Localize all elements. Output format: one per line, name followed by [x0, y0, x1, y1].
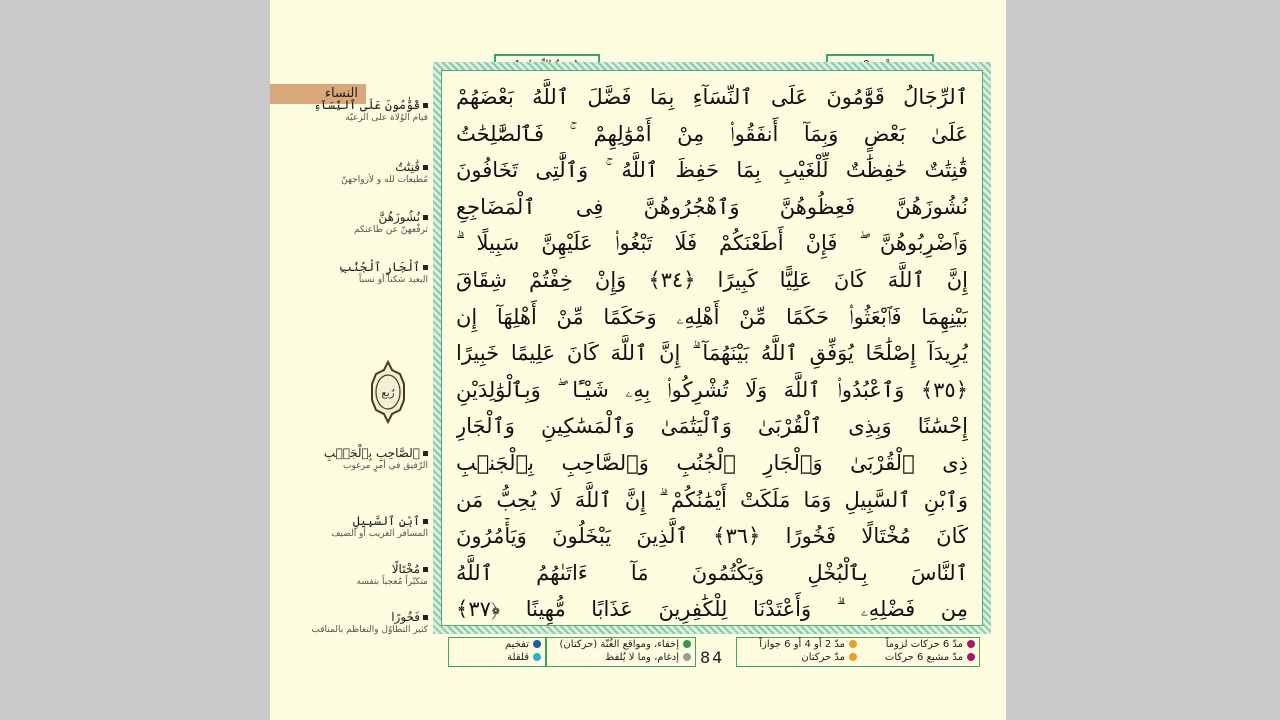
gloss-def: المسافر الغريب أو الضيف	[331, 529, 428, 539]
legend-label: مدّ 6 حركات لزوماً	[885, 639, 963, 650]
bullet-icon	[423, 451, 428, 456]
text-line: عَلَىٰ بَعْضٍ وَبِمَآ أَنفَقُوا۟ مِنْ أَمْوَٰلِهِمْ ۚ فَٱلصَّٰلِحَٰتُ	[456, 121, 968, 146]
text-line: إِنَّ ٱللَّهَ كَانَ عَلِيًّا كَبِيرًا ﴿٣٤﴾ وَإِنْ خِفْتُمْ شِقَاقَ	[456, 267, 968, 292]
gloss-entry	[308, 514, 428, 540]
gloss-term: فَخُورًا	[391, 610, 420, 624]
color-dot-icon	[683, 653, 691, 661]
text-line: وَٱبْنِ ٱلسَّبِيلِ وَمَا مَلَكَتْ أَيْمَٰنُكُمْ ۗ إِنَّ ٱللَّهَ لَا يُحِبُّ مَن	[456, 487, 968, 512]
gloss-term: قَوَّٰمُونَ عَلَى ٱلنِّسَآءِ	[313, 98, 420, 112]
text-line: ٱلنَّاسَ بِٱلْبُخْلِ وَيَكْتُمُونَ مَآ ءَاتَىٰهُمُ ٱللَّهُ	[456, 560, 968, 585]
bullet-icon	[423, 103, 428, 108]
color-dot-icon	[967, 640, 975, 648]
gloss-entry	[308, 260, 428, 286]
quran-lines	[456, 79, 968, 628]
gloss-def: البعيد سَكناً أو نسباً	[358, 275, 428, 285]
text-line: قَٰنِتَٰتٌ حَٰفِظَٰتٌ لِّلْغَيْبِ بِمَا حَفِظَ ٱللَّهُ ۚ وَٱلَّٰتِى تَخَافُونَ	[456, 158, 968, 183]
text-line: بَيْنِهِمَا فَٱبْعَثُوا۟ حَكَمًا مِّنْ أَهْلِهِۦ وَحَكَمًا مِّنْ أَهْلِهَآ إِن	[456, 304, 968, 329]
left-letterbox	[0, 0, 270, 720]
gloss-def: مُطيعات لله و لأزواجهنّ	[341, 175, 428, 185]
gloss-def: متكبّراً مُعجباً بنفسه	[356, 577, 428, 587]
bullet-icon	[423, 165, 428, 170]
color-dot-icon	[533, 640, 541, 648]
gloss-def: كثير التطاوُل والتعاظم بالمناقب	[311, 625, 428, 635]
gloss-entry	[308, 610, 428, 636]
gloss-term: مُخْتَالًا	[391, 562, 420, 576]
text-line: ذِى ٱلْقُرْبَىٰ وَٱلْجَارِ ٱلْجُنُبِ وَٱلصَّاحِبِ بِٱلْجَنۢبِ	[456, 450, 968, 475]
text-frame	[433, 62, 991, 634]
legend-label: قلقلة	[507, 652, 529, 663]
text-line: نُشُوزَهُنَّ فَعِظُوهُنَّ وَٱهْجُرُوهُنَّ فِى ٱلْمَضَاجِعِ	[456, 194, 968, 219]
text-line: إِحْسَٰنًا وَبِذِى ٱلْقُرْبَىٰ وَٱلْيَتَٰمَىٰ وَٱلْمَسَٰكِينِ وَٱلْجَارِ	[456, 414, 968, 439]
color-dot-icon	[533, 653, 541, 661]
right-letterbox	[1006, 0, 1280, 720]
gloss-term: ٱلصَّاحِبِ بِٱلْجَنۢبِ	[323, 446, 420, 460]
color-dot-icon	[683, 640, 691, 648]
text-line: كَانَ مُخْتَالًا فَخُورًا ﴿٣٦﴾ ٱلَّذِينَ يَبْخَلُونَ وَيَأْمُرُونَ	[456, 524, 968, 549]
color-dot-icon	[849, 653, 857, 661]
gloss-def: قيام الوُلاة على الرعيّة	[345, 113, 428, 123]
gloss-term: نُشُوزَهُنَّ	[378, 210, 420, 224]
text-line: وَٱضْرِبُوهُنَّ ۖ فَإِنْ أَطَعْنَكُمْ فَلَا تَبْغُوا۟ عَلَيْهِنَّ سَبِيلًا ۗ	[456, 231, 968, 256]
legend-label: إدغام، وما لا يُلفظ	[604, 652, 679, 663]
rub-hizb-marker-icon	[370, 360, 406, 424]
gloss-def: الرّفيق في أمرٍ مرغوب	[342, 461, 428, 471]
text-line: ٱلرِّجَالُ قَوَّٰمُونَ عَلَى ٱلنِّسَآءِ بِمَا فَضَّلَ ٱللَّهُ بَعْضَهُمْ	[456, 85, 968, 109]
gloss-entry	[308, 446, 428, 472]
text-line: ﴿٣٥﴾ وَٱعْبُدُوا۟ ٱللَّهَ وَلَا تُشْرِكُوا۟ بِهِۦ شَيْـًٔا ۖ وَبِٱلْوَٰلِدَيْنِ	[456, 377, 968, 402]
tajweed-legend-middle	[546, 637, 696, 667]
color-dot-icon	[967, 653, 975, 661]
legend-label: مدّ مشبع 6 حركات	[884, 652, 963, 663]
bullet-icon	[423, 615, 428, 620]
gloss-def: ترفّعهنّ عن طاعتكم	[353, 225, 428, 235]
bullet-icon	[423, 567, 428, 572]
rub-label: رُبع	[381, 388, 395, 399]
page-number: 84	[700, 648, 725, 667]
gloss-entry	[308, 562, 428, 588]
gloss-term: ٱبْنِ ٱلسَّبِيلِ	[352, 514, 420, 528]
text-line: مِن فَضْلِهِۦ ۗ وَأَعْتَدْنَا لِلْكَٰفِرِينَ عَذَابًا مُّهِينًا ﴿٣٧﴾	[456, 597, 968, 622]
color-dot-icon	[849, 640, 857, 648]
bullet-icon	[423, 265, 428, 270]
legend-label: تفخيم	[505, 639, 529, 650]
mushaf-page	[270, 0, 1006, 720]
legend-label: مدّ 2 أو 4 أو 6 جوازاً	[759, 639, 845, 650]
surah-tab: النساء	[270, 84, 366, 104]
text-frame-inner	[441, 70, 983, 626]
text-line: يُرِيدَآ إِصْلَٰحًا يُوَفِّقِ ٱللَّهُ بَيْنَهُمَآ ۗ إِنَّ ٱللَّهَ كَانَ عَلِيمًا خَبِيرًا	[456, 341, 968, 366]
bullet-icon	[423, 519, 428, 524]
legend-label: مدّ حركتان	[801, 652, 845, 663]
gloss-entry	[308, 98, 428, 124]
gloss-entry	[308, 160, 428, 186]
gloss-term: ٱلْجَارِ ٱلْجُنُبِ	[338, 260, 420, 274]
gloss-entry	[308, 210, 428, 236]
gloss-term: قَٰنِتَٰتٌ	[395, 160, 420, 174]
tajweed-legend-left	[448, 637, 546, 667]
legend-label: إخفاء، ومواقع الغُنّة (حركتان)	[559, 639, 679, 650]
bullet-icon	[423, 215, 428, 220]
tajweed-legend-right	[736, 637, 980, 667]
